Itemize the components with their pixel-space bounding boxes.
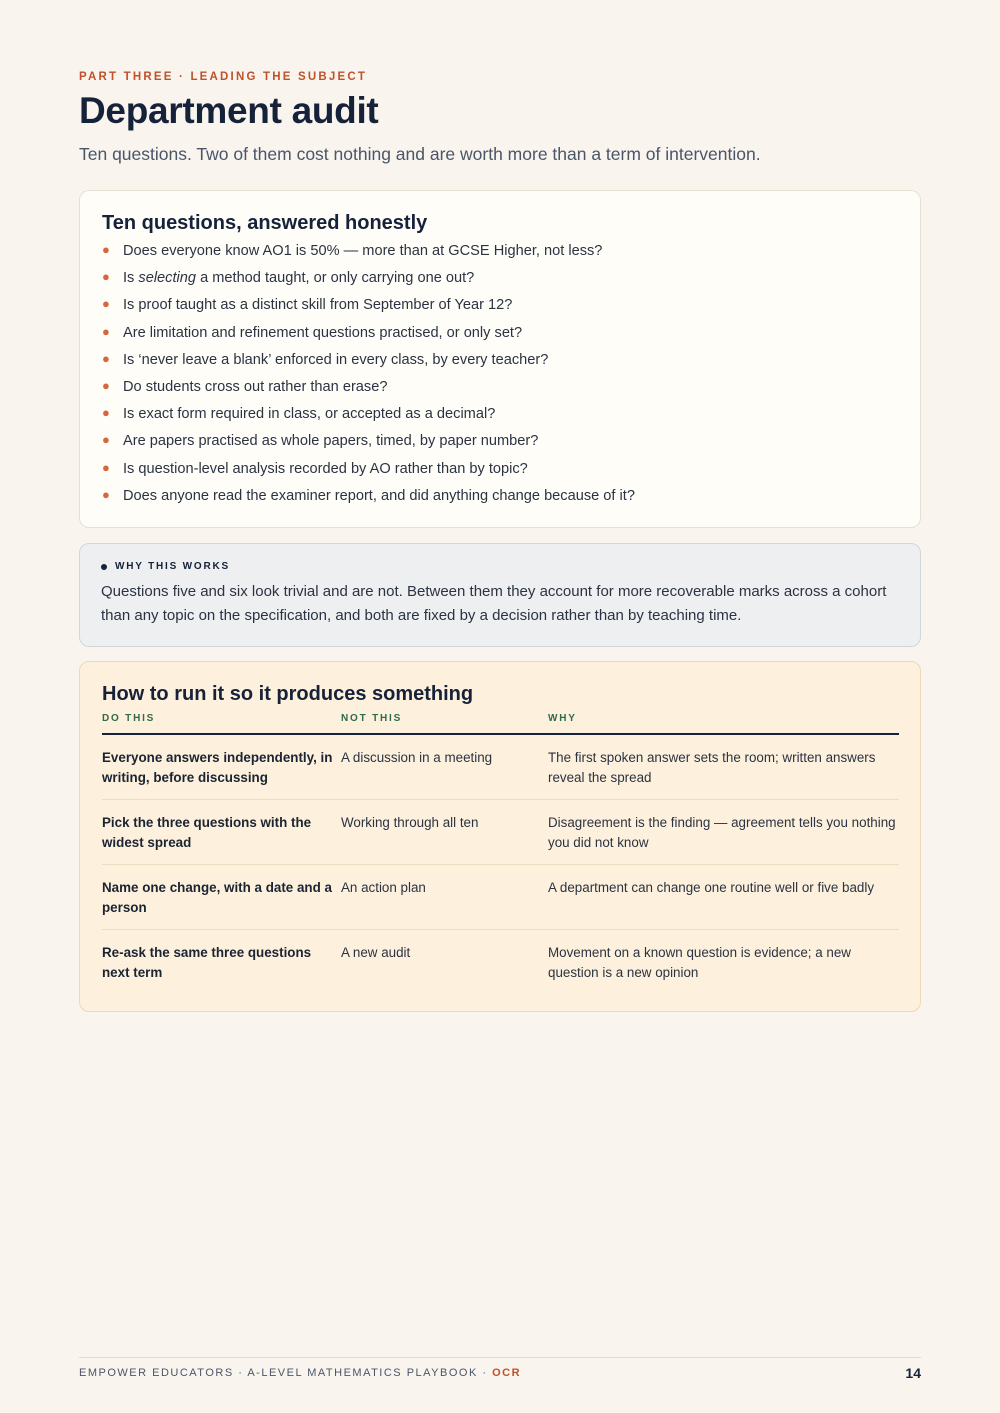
table-row — [102, 930, 899, 995]
list-item — [102, 323, 898, 350]
how-to-table — [102, 713, 899, 995]
cell-not-this: Working through all ten — [341, 815, 479, 830]
cell-not-this: An action plan — [341, 880, 426, 895]
how-to-run-card — [79, 661, 921, 1012]
question-text: Do students cross out rather than erase? — [123, 378, 388, 395]
cell-do-this: Name one change, with a date and a person — [102, 880, 332, 915]
question-text: Is exact form required in class, or accepted as a decimal? — [123, 406, 496, 423]
cell-why: Movement on a known question is evidence; a new question is a new opinion — [548, 945, 851, 980]
why-label-text: WHY THIS WORKS — [115, 561, 231, 572]
questions-card-title: Ten questions, answered honestly — [102, 212, 428, 234]
question-text: Is ‘never leave a blank’ enforced in every class, by every teacher? — [123, 351, 549, 368]
bullet-icon: ● — [102, 350, 110, 366]
footer-text — [79, 1367, 521, 1379]
cell-why: Disagreement is the finding — agreement tells you nothing you did not know — [548, 815, 896, 850]
footer-divider — [79, 1357, 921, 1358]
list-item — [102, 350, 898, 377]
questions-card — [79, 190, 921, 528]
bullet-icon: ● — [102, 486, 110, 502]
cell-not-this: A new audit — [341, 945, 411, 960]
list-item — [102, 486, 898, 513]
list-item — [102, 404, 898, 431]
list-item — [102, 268, 898, 295]
question-text: Does everyone know AO1 is 50% — more than at GCSE Higher, not less? — [123, 243, 603, 259]
list-item — [102, 459, 898, 486]
column-header-not-this: NOT THIS — [341, 713, 403, 724]
questions-list — [102, 241, 898, 513]
table-header — [102, 713, 899, 735]
cell-do-this: Everyone answers independently, in writing, before discussing — [102, 750, 333, 785]
bullet-icon: ● — [102, 377, 110, 393]
page-subtitle: Ten questions. Two of them cost nothing and are worth more than a term of intervention. — [79, 144, 761, 164]
how-to-run-title: How to run it so it produces something — [102, 683, 474, 705]
question-text: Is question-level analysis recorded by AO rather than by topic? — [123, 460, 528, 477]
bullet-icon: ● — [102, 269, 110, 285]
bullet-icon: ● — [102, 242, 110, 257]
question-text: Are papers practised as whole papers, timed, by paper number? — [123, 433, 539, 450]
question-text: Are limitation and refinement questions practised, or only set? — [123, 324, 523, 341]
page-number: 14 — [905, 1365, 921, 1381]
cell-why: The first spoken answer sets the room; written answers reveal the spread — [548, 750, 876, 785]
column-header-do-this: DO THIS — [102, 713, 156, 724]
table-row — [102, 800, 899, 865]
footer-publication: EMPOWER EDUCATORS · A-LEVEL MATHEMATICS PLAYBOOK · — [79, 1367, 493, 1379]
bullet-icon: ● — [102, 432, 110, 448]
bullet-icon: ● — [102, 459, 110, 475]
question-text: Is proof taught as a distinct skill from September of Year 12? — [123, 297, 513, 314]
why-text: Questions five and six look trivial and are not. Between them they account for more recoverable marks across a cohort than any topic on the specification, and both are fixed by a decision rather than by teaching time. — [101, 583, 887, 624]
table-row — [102, 865, 899, 930]
table-row — [102, 735, 899, 800]
column-header-why: WHY — [548, 713, 577, 724]
list-item — [102, 377, 898, 404]
list-item — [102, 431, 898, 458]
bullet-icon: ● — [102, 405, 110, 421]
cell-not-this: A discussion in a meeting — [341, 750, 493, 765]
cell-do-this: Pick the three questions with the widest spread — [102, 815, 312, 850]
bullet-icon: ● — [102, 323, 110, 339]
list-item — [102, 241, 898, 268]
section-eyebrow: PART THREE · LEADING THE SUBJECT — [79, 71, 368, 83]
cell-do-this: Re-ask the same three questions next term — [102, 945, 312, 980]
question-text: Is — [123, 270, 139, 287]
page-title: Department audit — [79, 90, 379, 131]
dot-icon — [101, 564, 107, 570]
bullet-icon: ● — [102, 296, 110, 312]
list-item — [102, 295, 898, 322]
footer-board: OCR — [492, 1367, 522, 1379]
cell-why: A department can change one routine well or five badly — [548, 880, 875, 895]
why-this-works-card — [79, 543, 921, 647]
why-label — [101, 561, 899, 572]
question-emphasis: selecting — [138, 270, 197, 287]
question-text: a method taught, or only carrying one out? — [196, 270, 475, 287]
question-text: Does anyone read the examiner report, and did anything change because of it? — [123, 487, 635, 504]
